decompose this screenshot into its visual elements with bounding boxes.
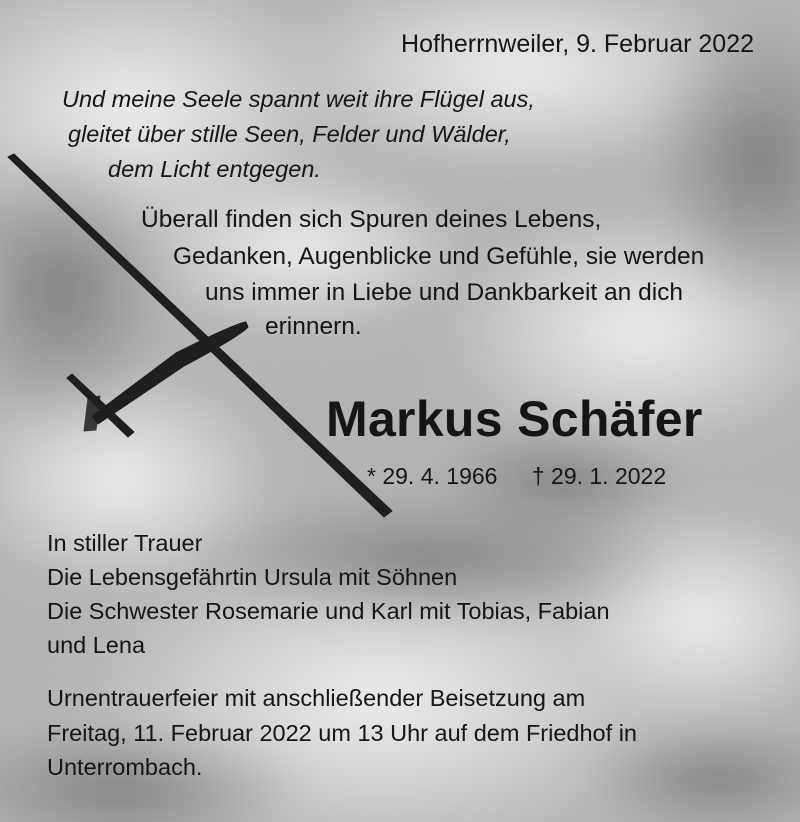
death-date: † 29. 1. 2022 bbox=[531, 463, 667, 489]
funeral-info-line: Urnentrauerfeier mit anschließender Beisetzung am bbox=[47, 685, 586, 711]
funeral-info-line: Freitag, 11. Februar 2022 um 13 Uhr auf dem Friedhof in bbox=[47, 720, 637, 746]
mourners-line: und Lena bbox=[47, 632, 146, 658]
life-dates bbox=[367, 463, 666, 490]
mourners-line: Die Schwester Rosemarie und Karl mit Tobias, Fabian bbox=[47, 598, 610, 624]
mourners-line: In stiller Trauer bbox=[47, 530, 203, 556]
tribute-line: Überall finden sich Spuren deines Lebens, bbox=[141, 206, 602, 233]
tribute-line: uns immer in Liebe und Dankbarkeit an dich bbox=[205, 279, 684, 306]
motto-line: Und meine Seele spannt weit ihre Flügel aus, bbox=[62, 86, 535, 112]
funeral-info-line: Unterrombach. bbox=[47, 754, 203, 780]
deceased-name: Markus Schäfer bbox=[326, 391, 703, 447]
motto-line: gleitet über stille Seen, Felder und Wälder, bbox=[68, 121, 511, 147]
tribute-line: erinnern. bbox=[265, 313, 362, 340]
motto-line: dem Licht entgegen. bbox=[108, 156, 321, 182]
place-and-date: Hofherrnweiler, 9. Februar 2022 bbox=[401, 30, 754, 58]
mourners-line: Die Lebensgefährtin Ursula mit Söhnen bbox=[47, 564, 458, 590]
birth-date: * 29. 4. 1966 bbox=[367, 463, 498, 489]
tribute-line: Gedanken, Augenblicke und Gefühle, sie werden bbox=[173, 243, 705, 270]
